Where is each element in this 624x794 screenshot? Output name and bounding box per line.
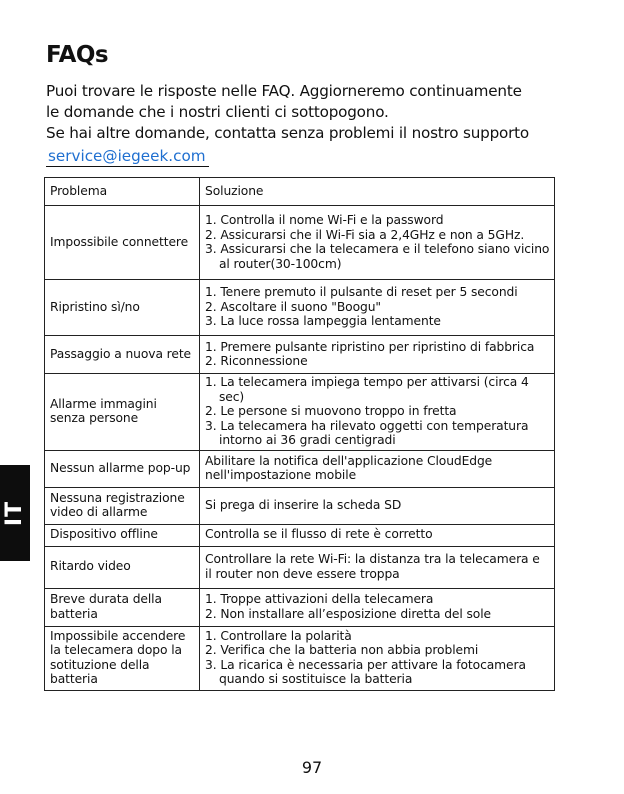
solution-cell	[200, 588, 555, 626]
table-row	[45, 206, 555, 280]
table-row	[45, 524, 555, 546]
solution-cell	[200, 546, 555, 588]
problem-cell: Nessuna registrazione video di allarme	[45, 487, 200, 524]
solution-cell	[200, 206, 555, 280]
solution-line: 1. Controlla il nome Wi-Fi e la password	[205, 213, 444, 227]
solution-cell	[200, 336, 555, 374]
intro-line: le domande che i nostri clienti ci sottopogono.	[46, 103, 389, 121]
solution-cell	[200, 450, 555, 487]
solution-line: 1. Premere pulsante ripristino per ripristino di fabbrica	[205, 339, 535, 354]
solution-line: Controllare la rete Wi-Fi: la distanza tra la telecamera e il router non deve essere troppa	[205, 552, 540, 581]
solution-line: Controlla se il flusso di rete è corretto	[205, 527, 433, 542]
table-row	[45, 374, 555, 451]
support-email-container	[46, 146, 209, 167]
solution-cell	[200, 626, 555, 690]
solution-line: 3. La ricarica è necessaria per attivare la fotocamera quando si sostituisce la batteria	[205, 657, 526, 686]
table-row	[45, 626, 555, 690]
solution-line: 2. Riconnessione	[205, 354, 308, 368]
table-header-row	[45, 178, 555, 206]
intro-line: Puoi trovare le risposte nelle FAQ. Aggiorneremo continuamente	[46, 82, 522, 100]
table-row	[45, 546, 555, 588]
problem-cell: Allarme immagini senza persone	[45, 374, 200, 451]
solution-cell	[200, 524, 555, 546]
problem-cell: Passaggio a nuova rete	[45, 336, 200, 374]
table-row	[45, 487, 555, 524]
header-solution: Soluzione	[200, 178, 555, 206]
solution-line: 3. Assicurarsi che la telecamera e il telefono siano vicino al router(30-100cm)	[205, 242, 550, 271]
solution-cell	[200, 374, 555, 451]
page-number: 97	[301, 758, 323, 777]
table-row	[45, 588, 555, 626]
solution-line: 1. Controllare la polarità	[205, 628, 352, 643]
language-tab-label: IT	[2, 500, 28, 526]
faq-table	[44, 177, 555, 691]
language-tab	[0, 465, 30, 561]
problem-cell: Ritardo video	[45, 546, 200, 588]
solution-line: 2. Verifica che la batteria non abbia problemi	[205, 643, 479, 657]
support-email-link[interactable]: service@iegeek.com	[46, 146, 209, 167]
problem-cell: Ripristino sì/no	[45, 280, 200, 336]
solution-line: 2. Ascoltare il suono "Boogu"	[205, 299, 381, 314]
solution-cell	[200, 280, 555, 336]
intro-line: Se hai altre domande, contatta senza problemi il nostro supporto	[46, 124, 529, 142]
solution-line: 2. Le persone si muovono troppo in fretta	[205, 404, 457, 418]
problem-cell: Breve durata della batteria	[45, 588, 200, 626]
problem-cell: Nessun allarme pop-up	[45, 450, 200, 487]
solution-line: Si prega di inserire la scheda SD	[205, 497, 402, 512]
problem-cell: Impossibile connettere	[45, 206, 200, 280]
solution-line: Abilitare la notifica dell'applicazione CloudEdge nell'impostazione mobile	[205, 453, 493, 482]
table-row	[45, 280, 555, 336]
table-row	[45, 450, 555, 487]
intro-paragraph	[46, 81, 576, 144]
header-problem: Problema	[45, 178, 200, 206]
table-row	[45, 336, 555, 374]
problem-cell: Dispositivo offline	[45, 524, 200, 546]
solution-line: 1. Troppe attivazioni della telecamera	[205, 592, 434, 606]
page-title: FAQs	[46, 42, 109, 68]
solution-line: 2. Non installare all’esposizione diretta del sole	[205, 606, 492, 621]
solution-line: 3. La telecamera ha rilevato oggetti con temperatura intorno ai 36 gradi centigradi	[205, 418, 529, 447]
solution-line: 1. La telecamera impiega tempo per attivarsi (circa 4 sec)	[205, 375, 529, 404]
solution-line: 1. Tenere premuto il pulsante di reset per 5 secondi	[205, 285, 518, 300]
solution-line: 2. Assicurarsi che il Wi-Fi sia a 2,4GHz e non a 5GHz.	[205, 227, 525, 242]
problem-cell: Impossibile accendere la telecamera dopo la sotituzione della batteria	[45, 626, 200, 690]
solution-line: 3. La luce rossa lampeggia lentamente	[205, 314, 441, 329]
solution-cell	[200, 487, 555, 524]
